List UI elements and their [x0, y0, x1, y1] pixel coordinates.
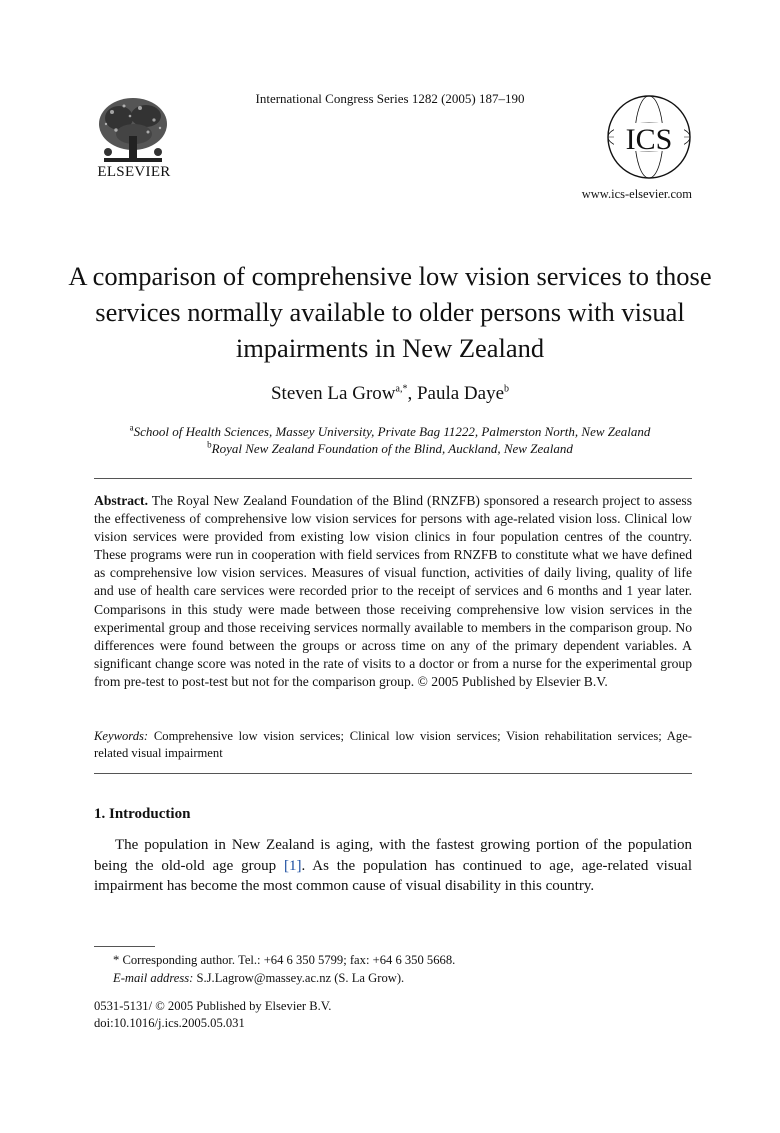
ics-globe-logo [606, 94, 692, 180]
affiliation [0, 441, 780, 457]
doi-link[interactable]: doi:10.1016/j.ics.2005.05.031 [94, 1016, 245, 1030]
section-heading: 1. Introduction [94, 806, 191, 822]
abstract [94, 492, 692, 691]
ics-logo-text: ICS [625, 123, 673, 156]
citation-link[interactable]: [1] [284, 857, 302, 874]
keywords-text: Comprehensive low vision services; Clinical low vision services; Vision rehabilitation services; Age-related visual impairment [94, 729, 692, 760]
email-footnote [113, 971, 404, 986]
affiliation-text: Royal New Zealand Foundation of the Blind, Auckland, New Zealand [211, 441, 573, 456]
author-marks: a,* [395, 383, 408, 395]
affiliation-mark: a [129, 422, 134, 433]
author-separator: , [407, 383, 417, 404]
article-title: A comparison of comprehensive low vision services to those services normally available to older persons with visual impairments in New Zealand [68, 261, 712, 363]
keywords [94, 728, 692, 762]
issn-line: 0531-5131/ © 2005 Published by Elsevier B.V. [94, 999, 332, 1013]
intro-text: The population in New Zealand is aging, with the fastest growing portion of the population being the old-old age group [94, 837, 692, 874]
affiliation [0, 424, 780, 440]
footnote-mark: * [113, 953, 120, 967]
email-address[interactable]: S.J.Lagrow@massey.ac.nz (S. La Grow). [196, 971, 405, 985]
divider [94, 478, 692, 479]
email-label: E-mail address: [113, 971, 194, 985]
corresponding-author-footnote [113, 953, 455, 968]
divider [94, 773, 692, 774]
abstract-label: Abstract. [94, 493, 148, 508]
intro-text: . As the population has continued to age, age-related visual impairment has become the most common cause of visual disability in this country. [94, 857, 692, 894]
author-name[interactable]: Paula Daye [416, 383, 505, 404]
footnote-text: Corresponding author. Tel.: +64 6 350 5799; fax: +64 6 350 5668. [122, 953, 456, 967]
abstract-text: The Royal New Zealand Foundation of the Blind (RNZFB) sponsored a research project to assess the effectiveness of comprehensive low vision services for persons with age-related vision loss. Clinical low vision services were provided from existing low vision clinics in four population centres of the country. These programs were run in cooperation with field services from RNZFB to constitute what we have defined as comprehensive low vision services. Measures of visual function, activities of daily living, quality of life and use of health care services were recorded prior to the receipt of services and 6 months and 1 year later. Comparisons in this study were made between those receiving comprehensive low vision services in the experimental group and those receiving services normally available to members in the comparison group. No differences were found between the groups or across time on any of the primary dependent variables. A significant change score was noted in the rate of visits to a doctor or from a nurse for the experimental group from pre-test to post-test but not for the comparison group. © 2005 Published by Elsevier B.V. [94, 493, 693, 689]
ics-url[interactable]: www.ics-elsevier.com [581, 187, 692, 201]
affiliation-mark: b [207, 439, 212, 450]
elsevier-wordmark: ELSEVIER [97, 164, 171, 180]
journal-citation: International Congress Series 1282 (2005) 187–190 [255, 91, 525, 106]
affiliation-text: School of Health Sciences, Massey University, Private Bag 11222, Palmerston North, New Zealand [133, 424, 651, 439]
author-name[interactable]: Steven La Grow [270, 383, 396, 404]
keywords-label: Keywords: [94, 729, 149, 743]
author-marks: b [504, 383, 510, 395]
footnote-divider [94, 946, 155, 947]
author-list [0, 383, 780, 405]
intro-paragraph [94, 835, 692, 897]
